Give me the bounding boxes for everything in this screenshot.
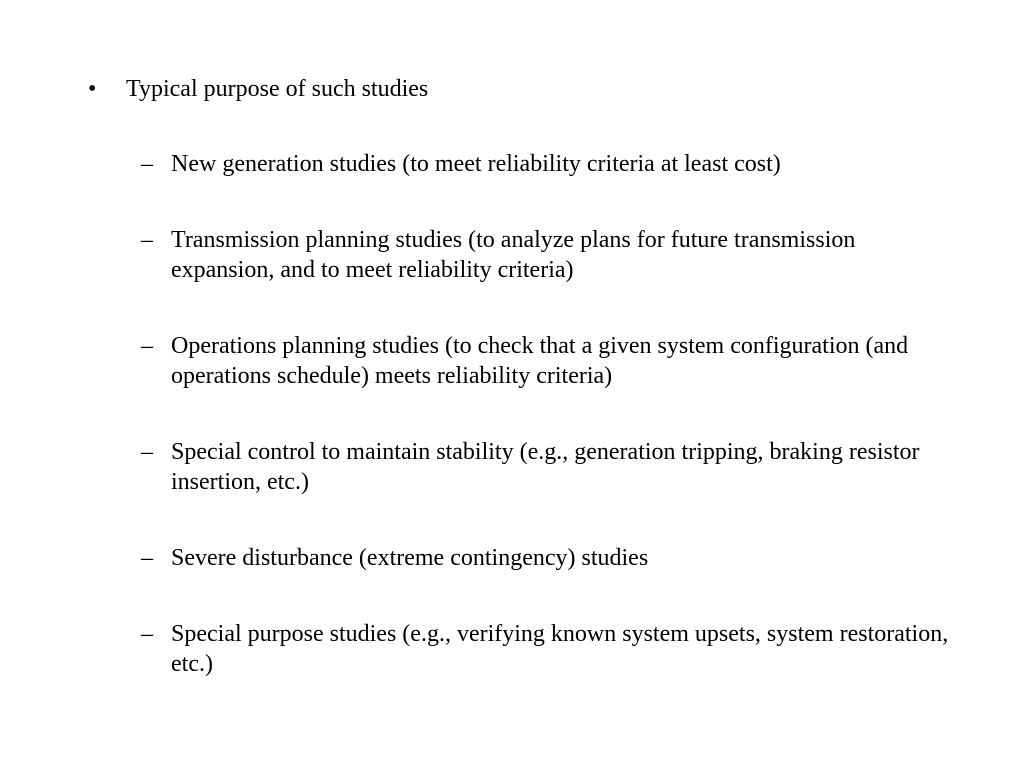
main-bullet-text: Typical purpose of such studies <box>126 76 429 102</box>
sub-bullet-text: Transmission planning studies (to analyze plans for future transmission expansion, and to meet reliability criteria) <box>171 227 856 283</box>
sub-bullet-text: Special control to maintain stability (e.g., generation tripping, braking resistor insertion, etc.) <box>171 439 920 495</box>
bullet-marker: • <box>88 76 97 102</box>
sub-bullet-text: Special purpose studies (e.g., verifying known system upsets, system restoration, etc.) <box>171 621 949 677</box>
sub-bullet-text: New generation studies (to meet reliability criteria at least cost) <box>171 151 781 177</box>
sub-bullet-item <box>141 225 961 285</box>
dash-marker: – <box>141 439 153 465</box>
sub-bullet-text: Operations planning studies (to check that a given system configuration (and operations schedule) meets reliability criteria) <box>171 333 909 389</box>
dash-marker: – <box>141 545 153 571</box>
dash-marker: – <box>141 333 153 359</box>
sub-bullet-item <box>141 149 961 179</box>
sub-bullet-list <box>141 149 961 725</box>
sub-bullet-item <box>141 437 961 497</box>
dash-marker: – <box>141 151 153 177</box>
sub-bullet-text: Severe disturbance (extreme contingency) studies <box>171 545 649 571</box>
dash-marker: – <box>141 227 153 253</box>
sub-bullet-item <box>141 331 961 391</box>
sub-bullet-item <box>141 619 961 679</box>
sub-bullet-item <box>141 543 961 573</box>
dash-marker: – <box>141 621 153 647</box>
